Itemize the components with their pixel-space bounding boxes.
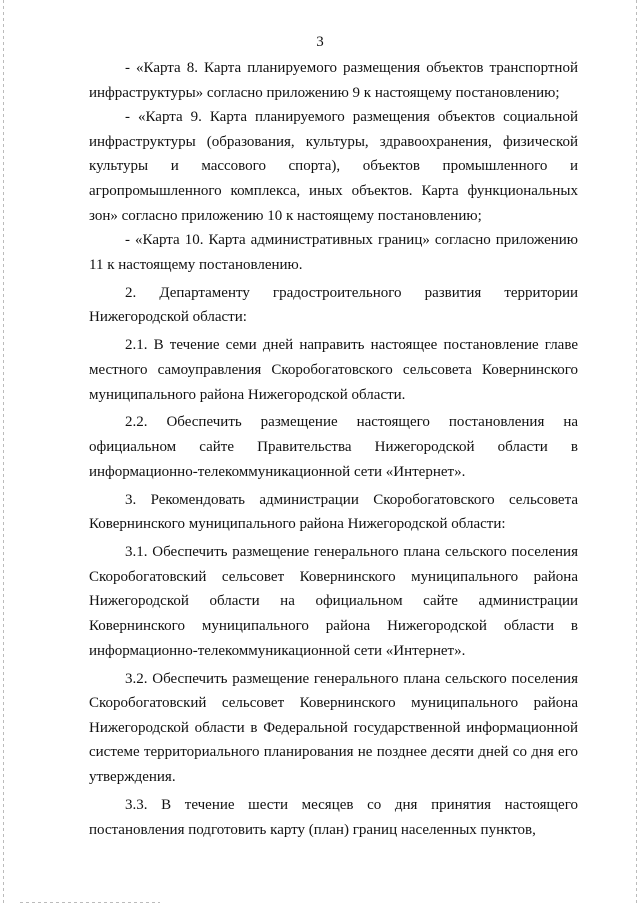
scan-right-edge (636, 0, 637, 905)
scan-left-edge (3, 0, 4, 905)
paragraph-item-2-2: 2.2. Обеспечить размещение настоящего постановления на официальном сайте Правительства Нижегородской области в информационно-телекоммуникационной сети «Интернет». (89, 414, 578, 480)
paragraph-map-9: - «Карта 9. Карта планируемого размещения объектов социальной инфраструктуры (образования, культуры, здравоохранения, физической культуры и массового спорта), объектов промышленного и агропромышленного комплекса, иных объектов. Карта функциональных зон» согласно приложению 10 к настоящему постановлению; (89, 109, 578, 224)
paragraph-map-10: - «Карта 10. Карта административных границ» согласно приложению 11 к настоящему постановлению. (89, 232, 578, 273)
document-body (89, 56, 578, 842)
paragraph-item-2-1: 2.1. В течение семи дней направить настоящее постановление главе местного самоуправления Скоробогатовского сельсовета Ковернинского муниципального района Нижегородской области. (89, 337, 578, 403)
scan-bottom-edge (20, 902, 160, 903)
paragraph-item-3-1: 3.1. Обеспечить размещение генерального плана сельского поселения Скоробогатовский сельсовет Ковернинского муниципального района Нижегородской области на официальном сайте администрации Ковернинского муниципального района Нижегородской области в информационно-телекоммуникационной сети «Интернет». (89, 544, 578, 659)
paragraph-map-8: - «Карта 8. Карта планируемого размещения объектов транспортной инфраструктуры» согласно приложению 9 к настоящему постановлению; (89, 60, 578, 101)
paragraph-item-3-2: 3.2. Обеспечить размещение генерального плана сельского поселения Скоробогатовский сельсовет Ковернинского муниципального района Нижегородской области в Федеральной государственной информационной системе территориального планирования не позднее десяти дней со дня его утверждения. (89, 670, 578, 785)
paragraph-item-3-3: 3.3. В течение шести месяцев со дня принятия настоящего постановления подготовить карту (план) границ населенных пунктов, (89, 796, 578, 838)
paragraph-item-3: 3. Рекомендовать администрации Скоробогатовского сельсовета Ковернинского муниципального района Нижегородской области: (89, 491, 578, 533)
paragraph-item-2: 2. Департаменту градостроительного развития территории Нижегородской области: (89, 284, 578, 326)
page-number: 3 (316, 34, 324, 50)
